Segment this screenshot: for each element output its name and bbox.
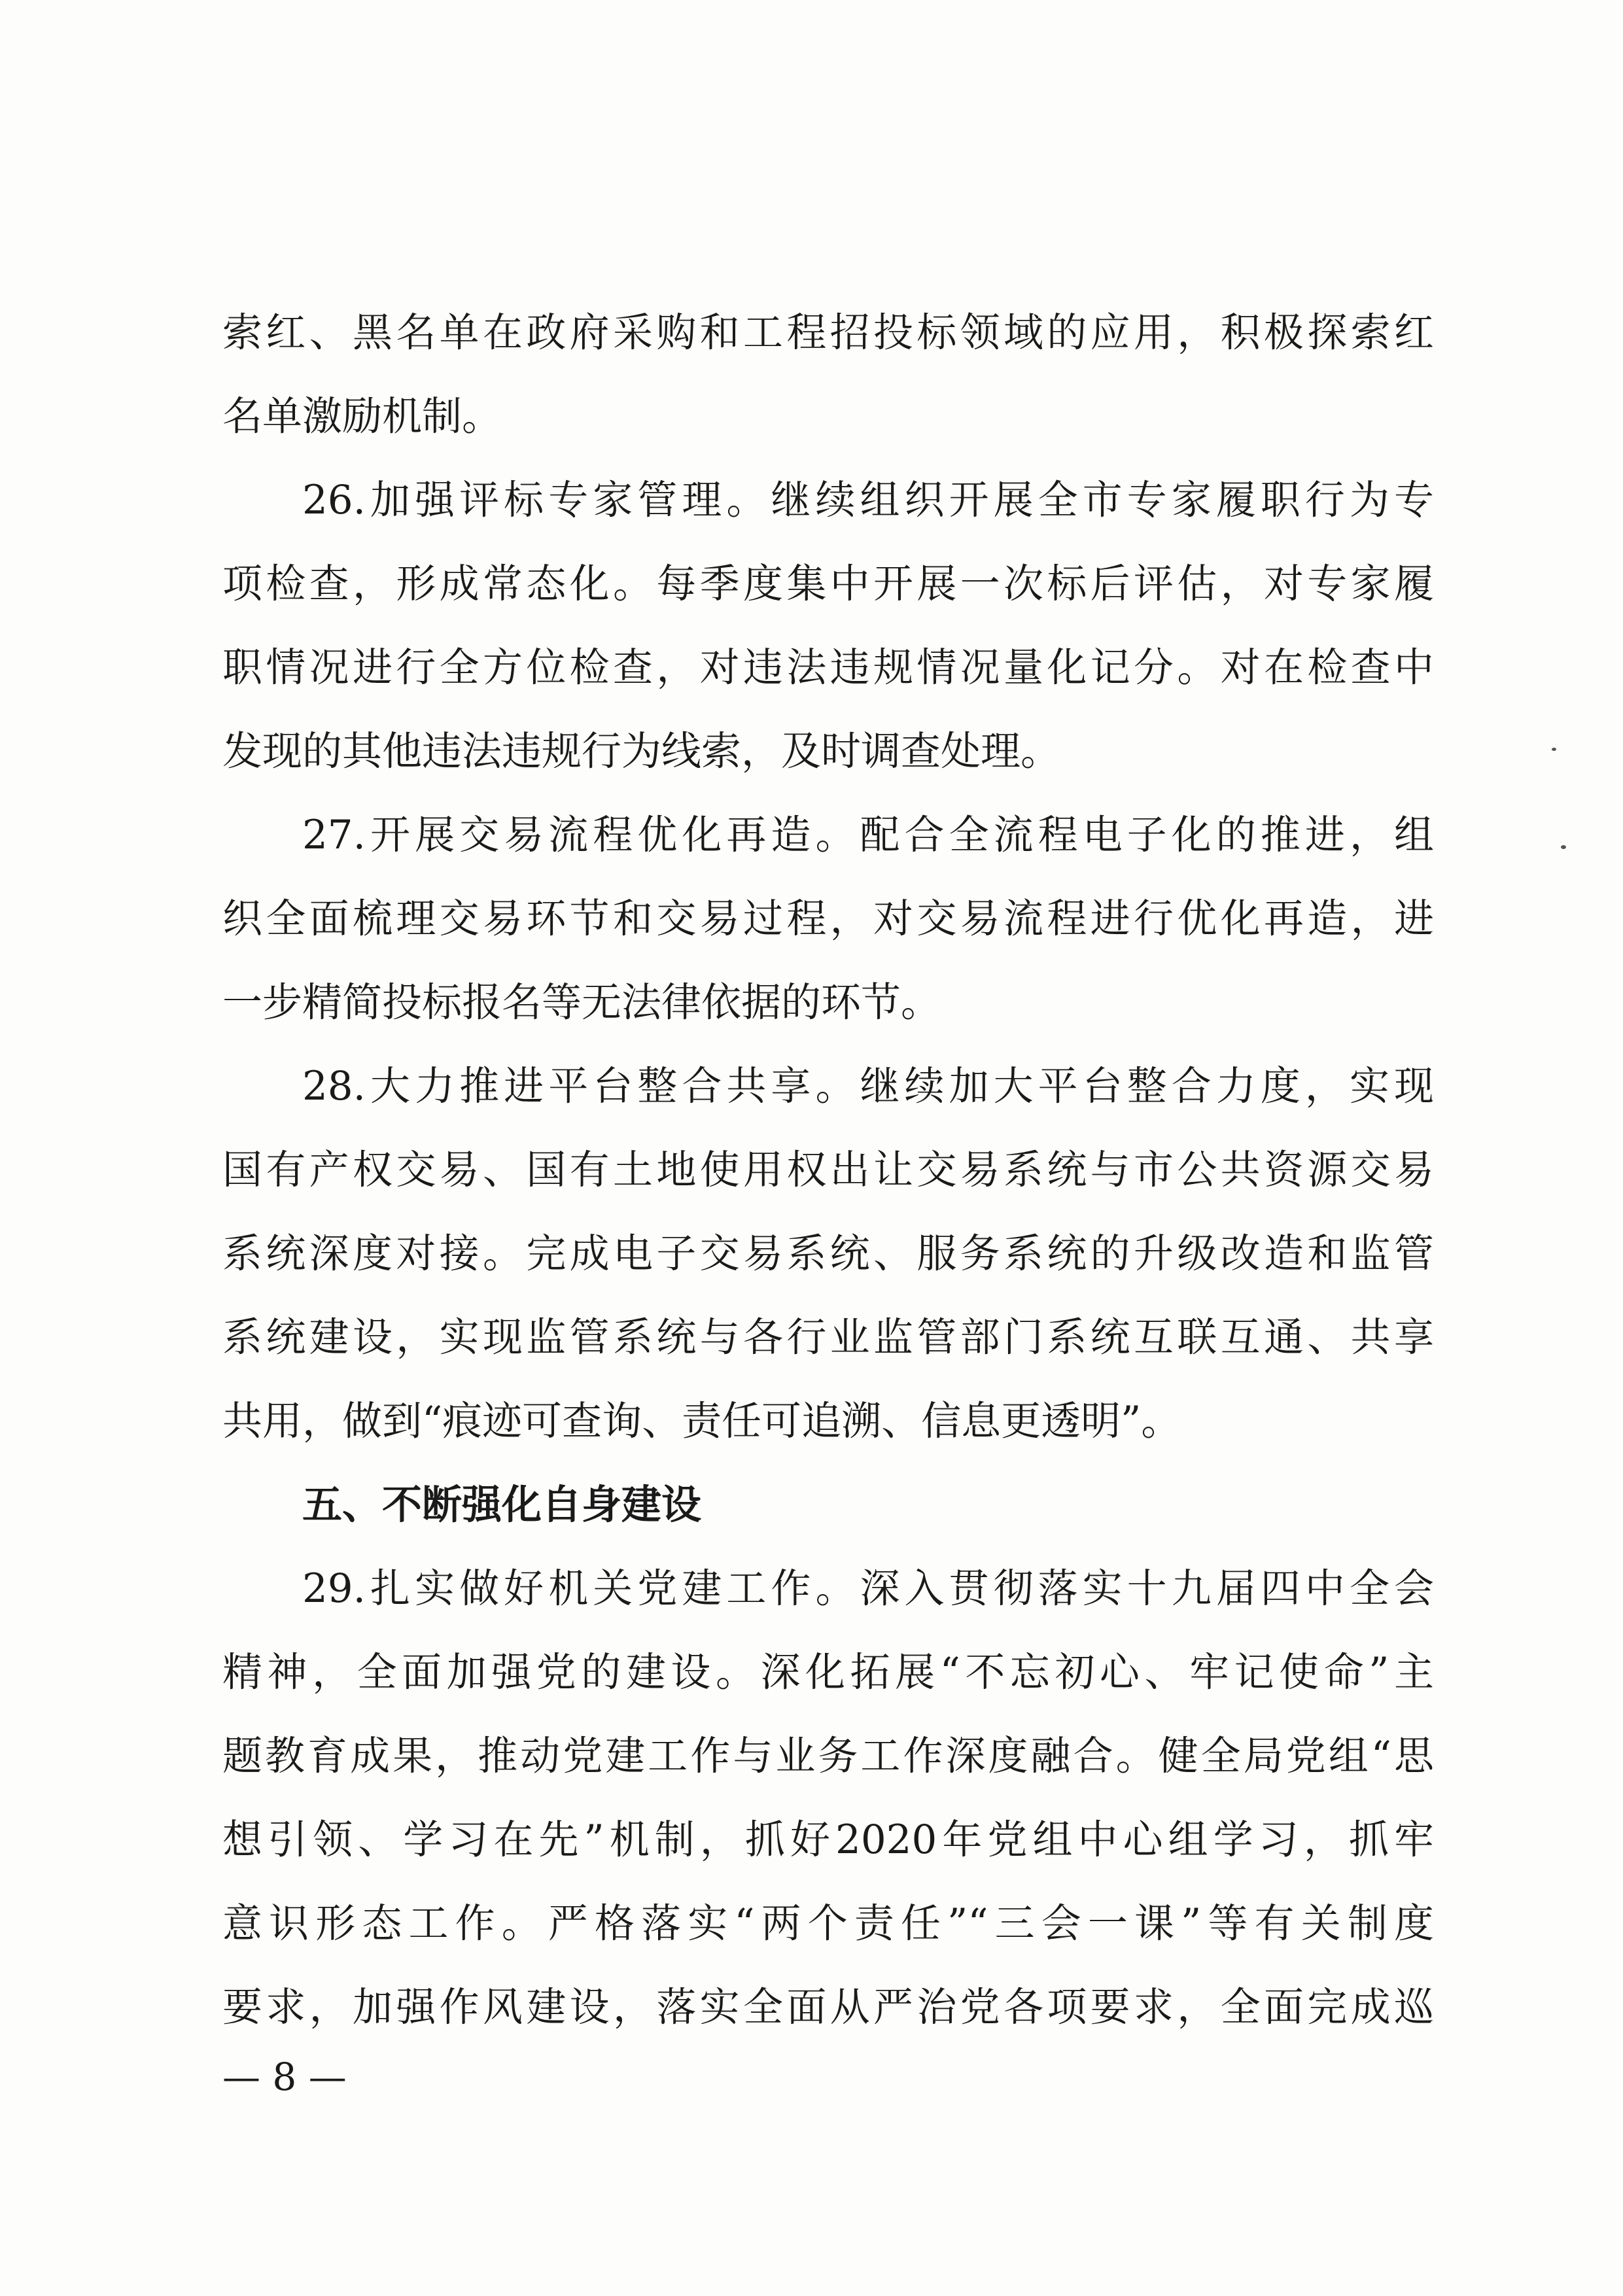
text-line: 系统建设，实现监管系统与各行业监管部门系统互联互通、共享 xyxy=(222,1314,1434,1361)
text-line: 名单激励机制。 xyxy=(222,393,502,440)
text-line: 项检查，形成常态化。每季度集中开展一次标后评估，对专家履 xyxy=(222,561,1434,607)
text-line: 28.大力推进平台整合共享。继续加大平台整合力度，实现 xyxy=(302,1063,1434,1109)
text-line: 29.扎实做好机关党建工作。深入贯彻落实十九届四中全会 xyxy=(302,1565,1434,1612)
text-line: 一步精简投标报名等无法律依据的环节。 xyxy=(222,979,941,1026)
text-line: 要求，加强作风建设，落实全面从严治党各项要求，全面完成巡 xyxy=(222,1984,1434,2030)
text-line: 织全面梳理交易环节和交易过程，对交易流程进行优化再造，进 xyxy=(222,896,1434,942)
section-heading: 五、不断强化自身建设 xyxy=(302,1482,702,1528)
scan-speck xyxy=(1552,748,1556,751)
text-line: 职情况进行全方位检查，对违法违规情况量化记分。对在检查中 xyxy=(222,644,1434,691)
text-line: 共用，做到“痕迹可查询、责任可追溯、信息更透明”。 xyxy=(222,1398,1181,1444)
text-line: 国有产权交易、国有土地使用权出让交易系统与市公共资源交易 xyxy=(222,1147,1434,1193)
text-line: 想引领、学习在先”机制，抓好2020年党组中心组学习，抓牢 xyxy=(222,1817,1434,1863)
document-body xyxy=(222,291,1434,2049)
scan-speck xyxy=(1561,845,1566,849)
text-line: 意识形态工作。严格落实“两个责任”“三会一课”等有关制度 xyxy=(222,1900,1434,1947)
text-line: 系统深度对接。完成电子交易系统、服务系统的升级改造和监管 xyxy=(222,1230,1434,1277)
text-line: 27.开展交易流程优化再造。配合全流程电子化的推进，组 xyxy=(302,812,1434,858)
page-number: — 8 — xyxy=(222,2055,347,2099)
text-line: 题教育成果，推动党建工作与业务工作深度融合。健全局党组“思 xyxy=(222,1733,1434,1779)
text-line: 发现的其他违法违规行为线索，及时调查处理。 xyxy=(222,728,1061,774)
text-line: 索红、黑名单在政府采购和工程招投标领域的应用，积极探索红 xyxy=(222,309,1434,356)
text-line: 26.加强评标专家管理。继续组织开展全市专家履职行为专 xyxy=(302,477,1434,523)
text-line: 精神，全面加强党的建设。深化拓展“不忘初心、牢记使命”主 xyxy=(222,1649,1434,1696)
